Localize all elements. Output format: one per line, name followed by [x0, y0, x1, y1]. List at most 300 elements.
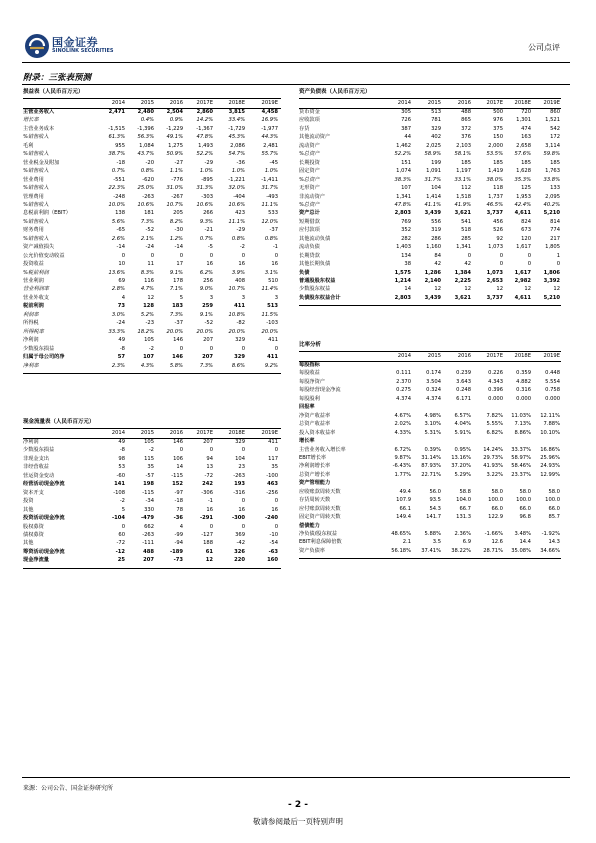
row-label: 主营业务收入增长率: [299, 446, 346, 453]
cell-value: 10.7%: [166, 201, 183, 208]
cell-value: 14.2%: [196, 117, 213, 124]
cell-value: -1,515: [108, 125, 125, 132]
cell-value: -99: [174, 531, 183, 538]
cell-value: -52: [145, 227, 154, 234]
row-label: 主营业务成本: [23, 125, 55, 132]
cell-value: 1,275: [168, 142, 183, 149]
cell-value: 128: [143, 303, 154, 310]
cell-value: 5,210: [543, 294, 560, 301]
row-label: %总资产: [299, 176, 320, 183]
cell-value: 3.5: [432, 539, 441, 546]
table-title-rule: [23, 98, 281, 99]
cell-value: 0: [209, 523, 213, 530]
cell-value: 0: [209, 447, 213, 454]
cell-value: 329: [235, 337, 245, 344]
cell-value: 0: [241, 252, 245, 259]
cell-value: 0: [467, 252, 471, 259]
cell-value: 57.6%: [514, 151, 531, 158]
cell-value: 31.0%: [166, 185, 183, 192]
cell-value: 0: [179, 345, 183, 352]
cell-value: 43.7%: [137, 151, 154, 158]
cell-value: 2,086: [230, 142, 245, 149]
table-row: [299, 397, 561, 404]
row-label: 其他: [23, 506, 34, 513]
cell-value: -189: [170, 548, 183, 555]
row-label: 存货: [299, 125, 310, 132]
cell-value: 16: [271, 506, 278, 513]
cell-value: 0.39%: [424, 446, 441, 453]
cell-value: 100.0: [545, 497, 560, 504]
cell-value: 0.396: [488, 387, 503, 394]
cell-value: 1,575: [394, 269, 411, 276]
cell-value: -2: [148, 345, 154, 352]
cell-value: -29: [204, 159, 213, 166]
table-row: [23, 508, 281, 515]
row-label: 每股净资产: [299, 378, 325, 385]
cell-value: 31.14%: [421, 454, 441, 461]
cell-value: 3,439: [424, 294, 441, 301]
cell-value: 104.0: [456, 497, 471, 504]
cell-value: 85.7: [548, 514, 560, 521]
cell-value: -1,367: [196, 125, 213, 132]
cell-value: 4.67%: [394, 412, 411, 419]
row-label: 营业利润率: [23, 286, 49, 293]
cell-value: 4.374: [426, 395, 441, 402]
cell-value: 0.000: [488, 395, 503, 402]
table-row: [299, 296, 561, 303]
row-label: 营业税金及附加: [23, 159, 60, 166]
cell-value: 1,073: [486, 269, 503, 276]
cell-value: 10.8%: [228, 311, 245, 318]
cell-value: 57: [117, 354, 125, 361]
cell-value: 199: [431, 159, 441, 166]
cell-value: 56.0: [429, 488, 441, 495]
cell-value: 47.8%: [196, 134, 213, 141]
cell-value: 2,653: [486, 278, 503, 284]
cell-value: 16: [206, 261, 213, 268]
cell-value: 1,384: [454, 269, 471, 276]
table-row: [23, 541, 281, 548]
cell-value: 4.3%: [140, 362, 154, 369]
row-label: 经营活动现金净流: [23, 481, 65, 488]
cell-value: 20.0%: [261, 328, 278, 335]
cell-value: 5.8%: [169, 362, 183, 369]
row-label: 每股经营现金净流: [299, 387, 341, 394]
cell-value: 2015: [140, 100, 154, 106]
cell-value: 11.4%: [261, 286, 278, 293]
cell-value: -27: [174, 159, 183, 166]
cell-value: 1,521: [545, 117, 560, 124]
cell-value: 52.2%: [196, 151, 213, 158]
cell-value: -115: [171, 472, 183, 479]
cell-value: 22.71%: [421, 471, 441, 478]
cell-value: 865: [461, 117, 471, 124]
table-row: [23, 152, 281, 159]
row-label: %销售收入: [23, 185, 49, 192]
cell-value: -306: [201, 489, 213, 496]
table-row: [23, 127, 281, 134]
cell-value: -263: [233, 472, 245, 479]
row-label: 营业利润: [23, 278, 44, 284]
cell-value: -72: [116, 540, 125, 547]
cell-value: 94: [206, 455, 213, 462]
cell-value: 100.0: [488, 497, 503, 504]
row-label: 筹资活动现金净流: [23, 548, 65, 555]
table-row: [299, 186, 561, 193]
cell-value: 0: [527, 261, 531, 268]
cell-value: 42.4%: [514, 201, 531, 208]
section-heading-label: 回报率: [299, 404, 315, 411]
cell-value: 411: [268, 439, 278, 445]
row-label: 非经营收益: [23, 464, 49, 471]
cell-value: 73: [117, 303, 125, 310]
cell-value: 31.7%: [424, 176, 441, 183]
cell-value: 2018E: [228, 430, 245, 436]
cell-value: 2019E: [543, 353, 560, 359]
cell-value: 33.8%: [543, 176, 560, 183]
table-row: [23, 440, 281, 447]
cell-value: 104: [431, 185, 441, 192]
cell-value: -30: [174, 227, 183, 234]
cell-value: 1,160: [426, 244, 441, 251]
row-label: 毛利: [23, 142, 34, 149]
table-row: [299, 161, 561, 168]
row-label: 非现金支出: [23, 455, 49, 462]
table-row: [299, 118, 561, 125]
cell-value: 12: [434, 286, 441, 293]
row-label: 主营业务收入: [23, 109, 55, 115]
cell-value: 2019E: [543, 100, 560, 106]
cell-value: 8.6%: [231, 362, 245, 369]
cell-value: 87.93%: [421, 463, 441, 470]
table-row: [23, 465, 281, 472]
cell-value: 1.1%: [169, 168, 183, 175]
section-heading-label: 每股指标: [299, 362, 320, 368]
table-row: [23, 313, 281, 320]
cell-value: 10.7%: [228, 286, 245, 293]
row-label: 其他流动资产: [299, 134, 331, 141]
table-row: [23, 169, 281, 176]
cell-value: -2: [119, 498, 125, 505]
cell-value: 673: [521, 227, 531, 234]
cell-value: 3: [274, 294, 278, 301]
cell-value: 49.4: [399, 488, 411, 495]
table-row: [23, 220, 281, 227]
cell-value: -300: [232, 515, 245, 522]
row-label: %税前利润: [23, 269, 49, 276]
cell-value: -240: [265, 515, 278, 522]
cell-value: -1: [272, 244, 278, 251]
table-row: [299, 422, 561, 429]
row-label: 投资活动现金净流: [23, 515, 65, 522]
table-bottom-rule: [23, 373, 281, 374]
row-label: 固定资产周转天数: [299, 514, 341, 521]
cell-value: 11.5%: [261, 311, 278, 318]
row-label: 应收款项: [299, 117, 320, 124]
cell-value: -36: [173, 515, 183, 522]
cell-value: 5.88%: [424, 531, 441, 537]
cell-value: 112: [461, 185, 471, 192]
cell-value: 2017E: [196, 430, 213, 436]
cell-value: 35: [147, 464, 154, 471]
cell-value: 0.4%: [140, 117, 154, 124]
cell-value: 2017E: [486, 100, 503, 106]
cell-value: 53.5%: [486, 151, 503, 158]
cell-value: 16: [238, 261, 245, 268]
cell-value: 9.1%: [199, 311, 213, 318]
cell-value: 0: [274, 252, 278, 259]
cell-value: 13.6%: [108, 269, 125, 276]
cell-value: 242: [202, 481, 213, 488]
cell-value: 10.6%: [228, 201, 245, 208]
ratio-section-heading: [299, 481, 561, 488]
table-row: [23, 228, 281, 235]
cell-value: 0: [209, 345, 213, 352]
cell-value: -14: [174, 244, 183, 251]
cell-value: 2019E: [261, 100, 278, 106]
cell-value: 7.1%: [169, 286, 183, 293]
row-label: %销售收入: [23, 134, 49, 141]
cell-value: 107.9: [396, 497, 411, 504]
table-row: [23, 110, 281, 117]
table-row: [299, 228, 561, 235]
cell-value: 58.97%: [511, 454, 531, 461]
cell-value: 2,095: [545, 193, 560, 200]
cell-value: 44.3%: [261, 134, 278, 141]
cell-value: 369: [235, 531, 245, 538]
cell-value: 2017E: [196, 100, 213, 106]
cell-value: 9.0%: [199, 286, 213, 293]
cell-value: 3,621: [454, 294, 471, 301]
cell-value: 12.0%: [261, 218, 278, 225]
cell-value: 10.6%: [137, 201, 154, 208]
cell-value: 5.6%: [111, 218, 125, 225]
cell-value: 329: [431, 125, 441, 132]
cell-value: 3.48%: [514, 531, 531, 537]
cell-value: 3.9%: [231, 269, 245, 276]
table-row: [23, 321, 281, 328]
cell-value: 2,103: [456, 142, 471, 149]
cell-value: 31.3%: [196, 185, 213, 192]
cell-value: 120: [521, 235, 531, 242]
row-label: 税前利润: [23, 303, 44, 310]
cell-value: -18: [174, 498, 183, 505]
cell-value: 488: [461, 109, 471, 115]
row-label: 少数股东权益: [299, 286, 331, 293]
cell-value: 25: [117, 557, 125, 564]
cell-value: 3,737: [486, 210, 503, 217]
row-label: 息税前利润（EBIT）: [23, 210, 71, 217]
cell-value: 1,084: [139, 142, 154, 149]
table-row: [299, 220, 561, 227]
table-row: [23, 347, 281, 354]
cell-value: 2016: [457, 353, 471, 359]
cell-value: -63: [268, 548, 278, 555]
cell-value: -57: [145, 472, 154, 479]
cell-value: 116: [144, 278, 154, 284]
cell-value: 8.2%: [169, 218, 183, 225]
cell-value: 305: [401, 109, 411, 115]
cell-value: 61: [205, 548, 213, 555]
cell-value: 2014: [397, 100, 411, 106]
cell-value: -8: [119, 345, 125, 352]
cell-value: 0: [274, 523, 278, 530]
table-row: [299, 473, 561, 480]
cell-value: -108: [113, 489, 125, 496]
table-row: [299, 144, 561, 151]
cell-value: 12.6: [491, 539, 503, 546]
cell-value: 115: [144, 455, 154, 462]
table-row: [299, 388, 561, 395]
row-label: 非流动资产: [299, 193, 325, 200]
cell-value: -479: [141, 515, 154, 522]
cell-value: 526: [493, 227, 503, 234]
cell-value: 0.324: [426, 387, 441, 394]
cell-value: 329: [235, 439, 245, 445]
table-row: [299, 279, 561, 286]
cell-value: 5.31%: [424, 429, 441, 436]
cell-value: 205: [173, 210, 183, 217]
cell-value: 2.1: [402, 539, 411, 546]
row-label: 投资收益: [23, 261, 44, 268]
cell-value: 259: [202, 303, 213, 310]
cell-value: 78: [176, 506, 183, 513]
cell-value: 0: [499, 261, 503, 268]
cell-value: 58.8: [459, 488, 471, 495]
cell-value: 20.0%: [228, 328, 245, 335]
cell-value: 13: [206, 464, 213, 471]
table-row: [23, 330, 281, 337]
cell-value: 0.7%: [111, 168, 125, 175]
cell-value: 141: [114, 481, 125, 488]
cell-value: 556: [431, 218, 441, 225]
cell-value: 207: [203, 439, 213, 445]
row-label: EBIT利息保障倍数: [299, 539, 342, 546]
cell-value: 122.9: [488, 514, 503, 521]
cell-value: 1,197: [456, 168, 471, 175]
cell-value: 207: [203, 337, 213, 344]
row-label: 无形资产: [299, 185, 320, 192]
table-row: [299, 127, 561, 134]
section-heading-label: 偿债能力: [299, 522, 320, 529]
cell-value: 0: [499, 252, 503, 259]
cell-value: 1.0%: [231, 168, 245, 175]
cell-value: 188: [203, 540, 213, 547]
cell-value: 463: [267, 481, 278, 488]
cell-value: 1,953: [516, 193, 531, 200]
cell-value: 0: [527, 252, 531, 259]
cell-value: 0: [241, 498, 245, 505]
table-bottom-rule: [23, 568, 281, 569]
cell-value: 402: [431, 134, 441, 141]
cell-value: 11: [147, 261, 154, 268]
sinolink-logo-icon: [24, 33, 50, 59]
cell-value: 3,621: [454, 210, 471, 217]
cell-value: -1,229: [166, 125, 183, 132]
cell-value: 375: [493, 125, 503, 132]
cell-value: 56.3%: [137, 134, 154, 141]
cell-value: 47.8%: [394, 201, 411, 208]
cell-value: 96.8: [519, 514, 531, 521]
cell-value: 10: [118, 261, 125, 268]
cell-value: 107: [143, 354, 154, 361]
cell-value: 0.448: [545, 370, 560, 377]
cell-value: 0.000: [516, 395, 531, 402]
row-label: 净资产收益率: [299, 412, 331, 419]
cell-value: 3.10%: [424, 421, 441, 428]
cell-value: 31.7%: [261, 185, 278, 192]
cell-value: 1,403: [396, 244, 411, 251]
cell-value: 60: [118, 531, 125, 538]
row-label: 其他长期负债: [299, 261, 331, 268]
cell-value: 3,439: [424, 210, 441, 217]
cell-value: 1,806: [543, 269, 560, 276]
cell-value: 38.22%: [451, 547, 471, 554]
cell-value: 49.1%: [166, 134, 183, 141]
cell-value: 69: [118, 278, 125, 284]
cell-value: 152: [172, 481, 183, 488]
cell-value: 2015: [140, 430, 154, 436]
cell-value: 5: [121, 506, 125, 513]
cell-value: 376: [461, 134, 471, 141]
cell-value: 0: [274, 345, 278, 352]
cell-value: 372: [461, 125, 471, 132]
cell-value: 146: [172, 354, 183, 361]
row-label: 净负债/股东权益: [299, 531, 338, 537]
cell-value: 150: [493, 134, 503, 141]
cell-value: 14.24%: [483, 446, 503, 453]
cell-value: 326: [234, 548, 245, 555]
row-label: 总资产增长率: [299, 471, 331, 478]
cell-value: 0.174: [426, 370, 441, 377]
cell-value: 146: [173, 337, 183, 344]
cell-value: -1,729: [228, 125, 245, 132]
cell-value: -10: [269, 531, 278, 538]
cell-value: 5.2%: [140, 311, 154, 318]
cell-value: -493: [266, 193, 278, 200]
cell-value: 2,803: [394, 210, 411, 217]
row-label: 少数股东损益: [23, 447, 55, 454]
row-label: 流动资产: [299, 142, 320, 149]
table-row: [23, 491, 281, 498]
cell-value: -72: [204, 472, 213, 479]
cell-value: 4.882: [516, 378, 531, 385]
cell-value: -303: [201, 193, 213, 200]
table-row: [23, 558, 281, 565]
cell-value: 14: [176, 464, 183, 471]
cell-value: 2.370: [396, 378, 411, 385]
cell-value: 510: [268, 278, 278, 284]
cell-value: 133: [550, 185, 560, 192]
table-row: [299, 237, 561, 244]
cell-value: 1,419: [488, 168, 503, 175]
cell-value: -115: [142, 489, 154, 496]
section-title: 附录：三张表预测: [23, 73, 92, 83]
cell-value: 198: [143, 481, 154, 488]
cell-value: 117: [268, 455, 278, 462]
cell-value: 1,737: [488, 193, 503, 200]
ratio-section-heading: [299, 524, 561, 531]
cell-value: -1: [207, 498, 213, 505]
cell-value: 106: [173, 455, 183, 462]
table-row: [299, 498, 561, 505]
cell-value: 1.2%: [169, 235, 183, 242]
cell-value: -256: [266, 489, 278, 496]
row-label: 短期借款: [299, 218, 320, 225]
cell-value: 12: [147, 294, 154, 301]
cell-value: 2018E: [228, 100, 245, 106]
cell-value: 0: [274, 498, 278, 505]
